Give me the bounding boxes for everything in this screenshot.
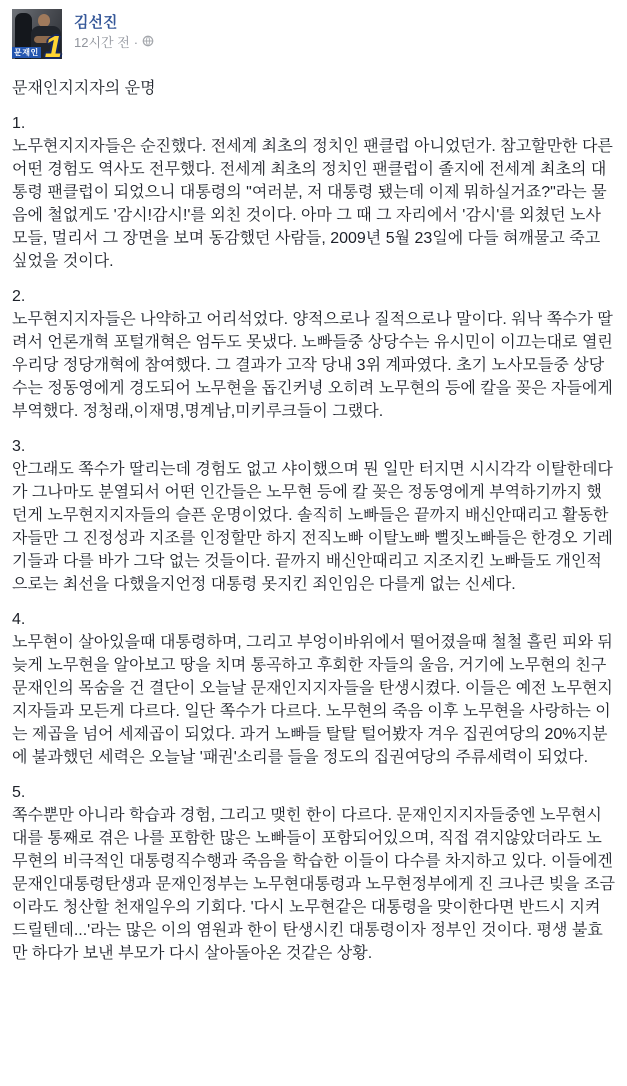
post-section-2 — [12, 285, 615, 423]
section-number: 1. — [12, 115, 26, 132]
meta-separator: · — [133, 35, 139, 50]
post-section-5 — [12, 781, 615, 965]
post-section-4 — [12, 608, 615, 769]
globe-public-icon — [142, 34, 154, 51]
section-text: 노무현지지자들은 나약하고 어리석었다. 양적으로나 질적으로나 말이다. 워낙 쪽수가 딸려서 언론개혁 포털개혁은 엄두도 못냈다. 노빠들중 상당수는 유시민이 이끄는대로 열린우리당 정당개혁에 참여했다. 그 결과가 고작 당내 3위 계파였다. 초기 노사모들중 상당수는 정동영에게 경도되어 노무현을 돕긴커녕 오히려 노무현의 등에 칼을 꽂은 자들에게 부역했다. 정청래,이재명,명계남,미키루크들이 그랬다. — [12, 311, 613, 420]
post-body — [12, 77, 615, 965]
section-text: 노무현이 살아있을때 대통령하며, 그리고 부엉이바위에서 떨어졌을때 철철 흘린 피와 뒤늦게 노무현을 알아보고 땅을 치며 통곡하고 후회한 자들의 울음, 거기에 노무현의 친구 문재인의 목숨을 건 결단이 오늘날 문재인지지자들을 탄생시켰다. 이들은 예전 노무현지지자들과 모든게 다르다. 일단 쪽수가 다르다. 노무현의 죽음 이후 노무현을 사랑하는 이는 제곱을 넘어 세제곱이 되었다. 과거 노빠들 탈탈 털어봤자 겨우 집권여당의 20%지분에 불과했던 세력은 오늘날 '패권'소리를 들을 정도의 집권여당의 주류세력이 되었다. — [12, 634, 613, 766]
section-number: 3. — [12, 438, 26, 455]
section-number: 4. — [12, 611, 26, 628]
post-header-text — [74, 9, 154, 51]
post-timestamp[interactable]: 12시간 전 — [74, 35, 130, 50]
avatar-number-overlay: 1 — [44, 29, 62, 64]
section-text: 안그래도 쪽수가 딸리는데 경험도 없고 샤이했으며 뭔 일만 터지면 시시각각 이탈한데다가 그나마도 분열되서 어떤 인간들은 노무현 등에 칼 꽂은 정동영에게 부역하기까지 했던게 노무현지지자들의 슬픈 운명이었다. 솔직히 노빠들은 끝까지 배신안때리고 활동한 자들만 그 진정성과 지조를 인정할만 하지 전직노빠 이탈노빠 뻘짓노빠들은 한경오 기레기들과 다를 바가 그닥 없는 것들이다. 끝까지 배신안때리고 지조지킨 노빠들도 개인적으로는 최선을 다했을지언정 대통령 못지킨 죄인임은 다를게 없는 신세다. — [12, 461, 613, 593]
avatar[interactable] — [12, 9, 62, 64]
section-number: 5. — [12, 784, 26, 801]
post-section-1 — [12, 112, 615, 273]
section-number: 2. — [12, 288, 26, 305]
post-section-3 — [12, 435, 615, 596]
post-meta — [74, 34, 154, 51]
author-name-link[interactable]: 김선진 — [74, 14, 118, 31]
section-text: 노무현지지자들은 순진했다. 전세계 최초의 정치인 팬클럽 아니었던가. 참고할만한 다른 어떤 경험도 역사도 전무했다. 전세계 최초의 정치인 팬클럽이 졸지에 전세계 최초의 대통령 팬클럽이 되었으니 대통령의 "여러분, 저 대통령 됐는데 이제 뭐하실거죠?"라는 물음에 철없게도 '감시!감시!'를 외친 것이다. 아마 그 때 그 자리에서 '감시'를 외쳤던 노사모들, 멀리서 그 장면을 보며 동감했던 사람들, 2009년 5월 23일에 다들 혀깨물고 죽고 싶었을 것이다. — [12, 138, 613, 270]
batman-ear — [20, 14, 25, 18]
post-title: 문재인지지자의 운명 — [12, 80, 156, 97]
avatar-caption-badge: 문재인 — [14, 48, 39, 57]
section-text: 쪽수뿐만 아니라 학습과 경험, 그리고 맺힌 한이 다르다. 문재인지지자들중엔 노무현시대를 통째로 겪은 나를 포함한 많은 노빠들이 포함되어있으며, 직접 겪지않았더라도 노무현의 비극적인 대통령직수행과 죽음을 학습한 이들이 다수를 차지하고 있다. 이들에겐 문재인대통령탄생과 문재인정부는 노무현대통령과 노무현정부에게 진 크나큰 빚을 조금이라도 청산할 천재일우의 기회다. '다시 노무현같은 대통령을 맞이한다면 반드시 지켜드릴텐데...'라는 많은 이의 염원과 한이 탄생시킨 대통령이자 정부인 것이다. 평생 불효만 하다가 보낸 부모가 다시 살아돌아온 것같은 상황. — [12, 807, 615, 962]
post-header — [12, 9, 615, 64]
